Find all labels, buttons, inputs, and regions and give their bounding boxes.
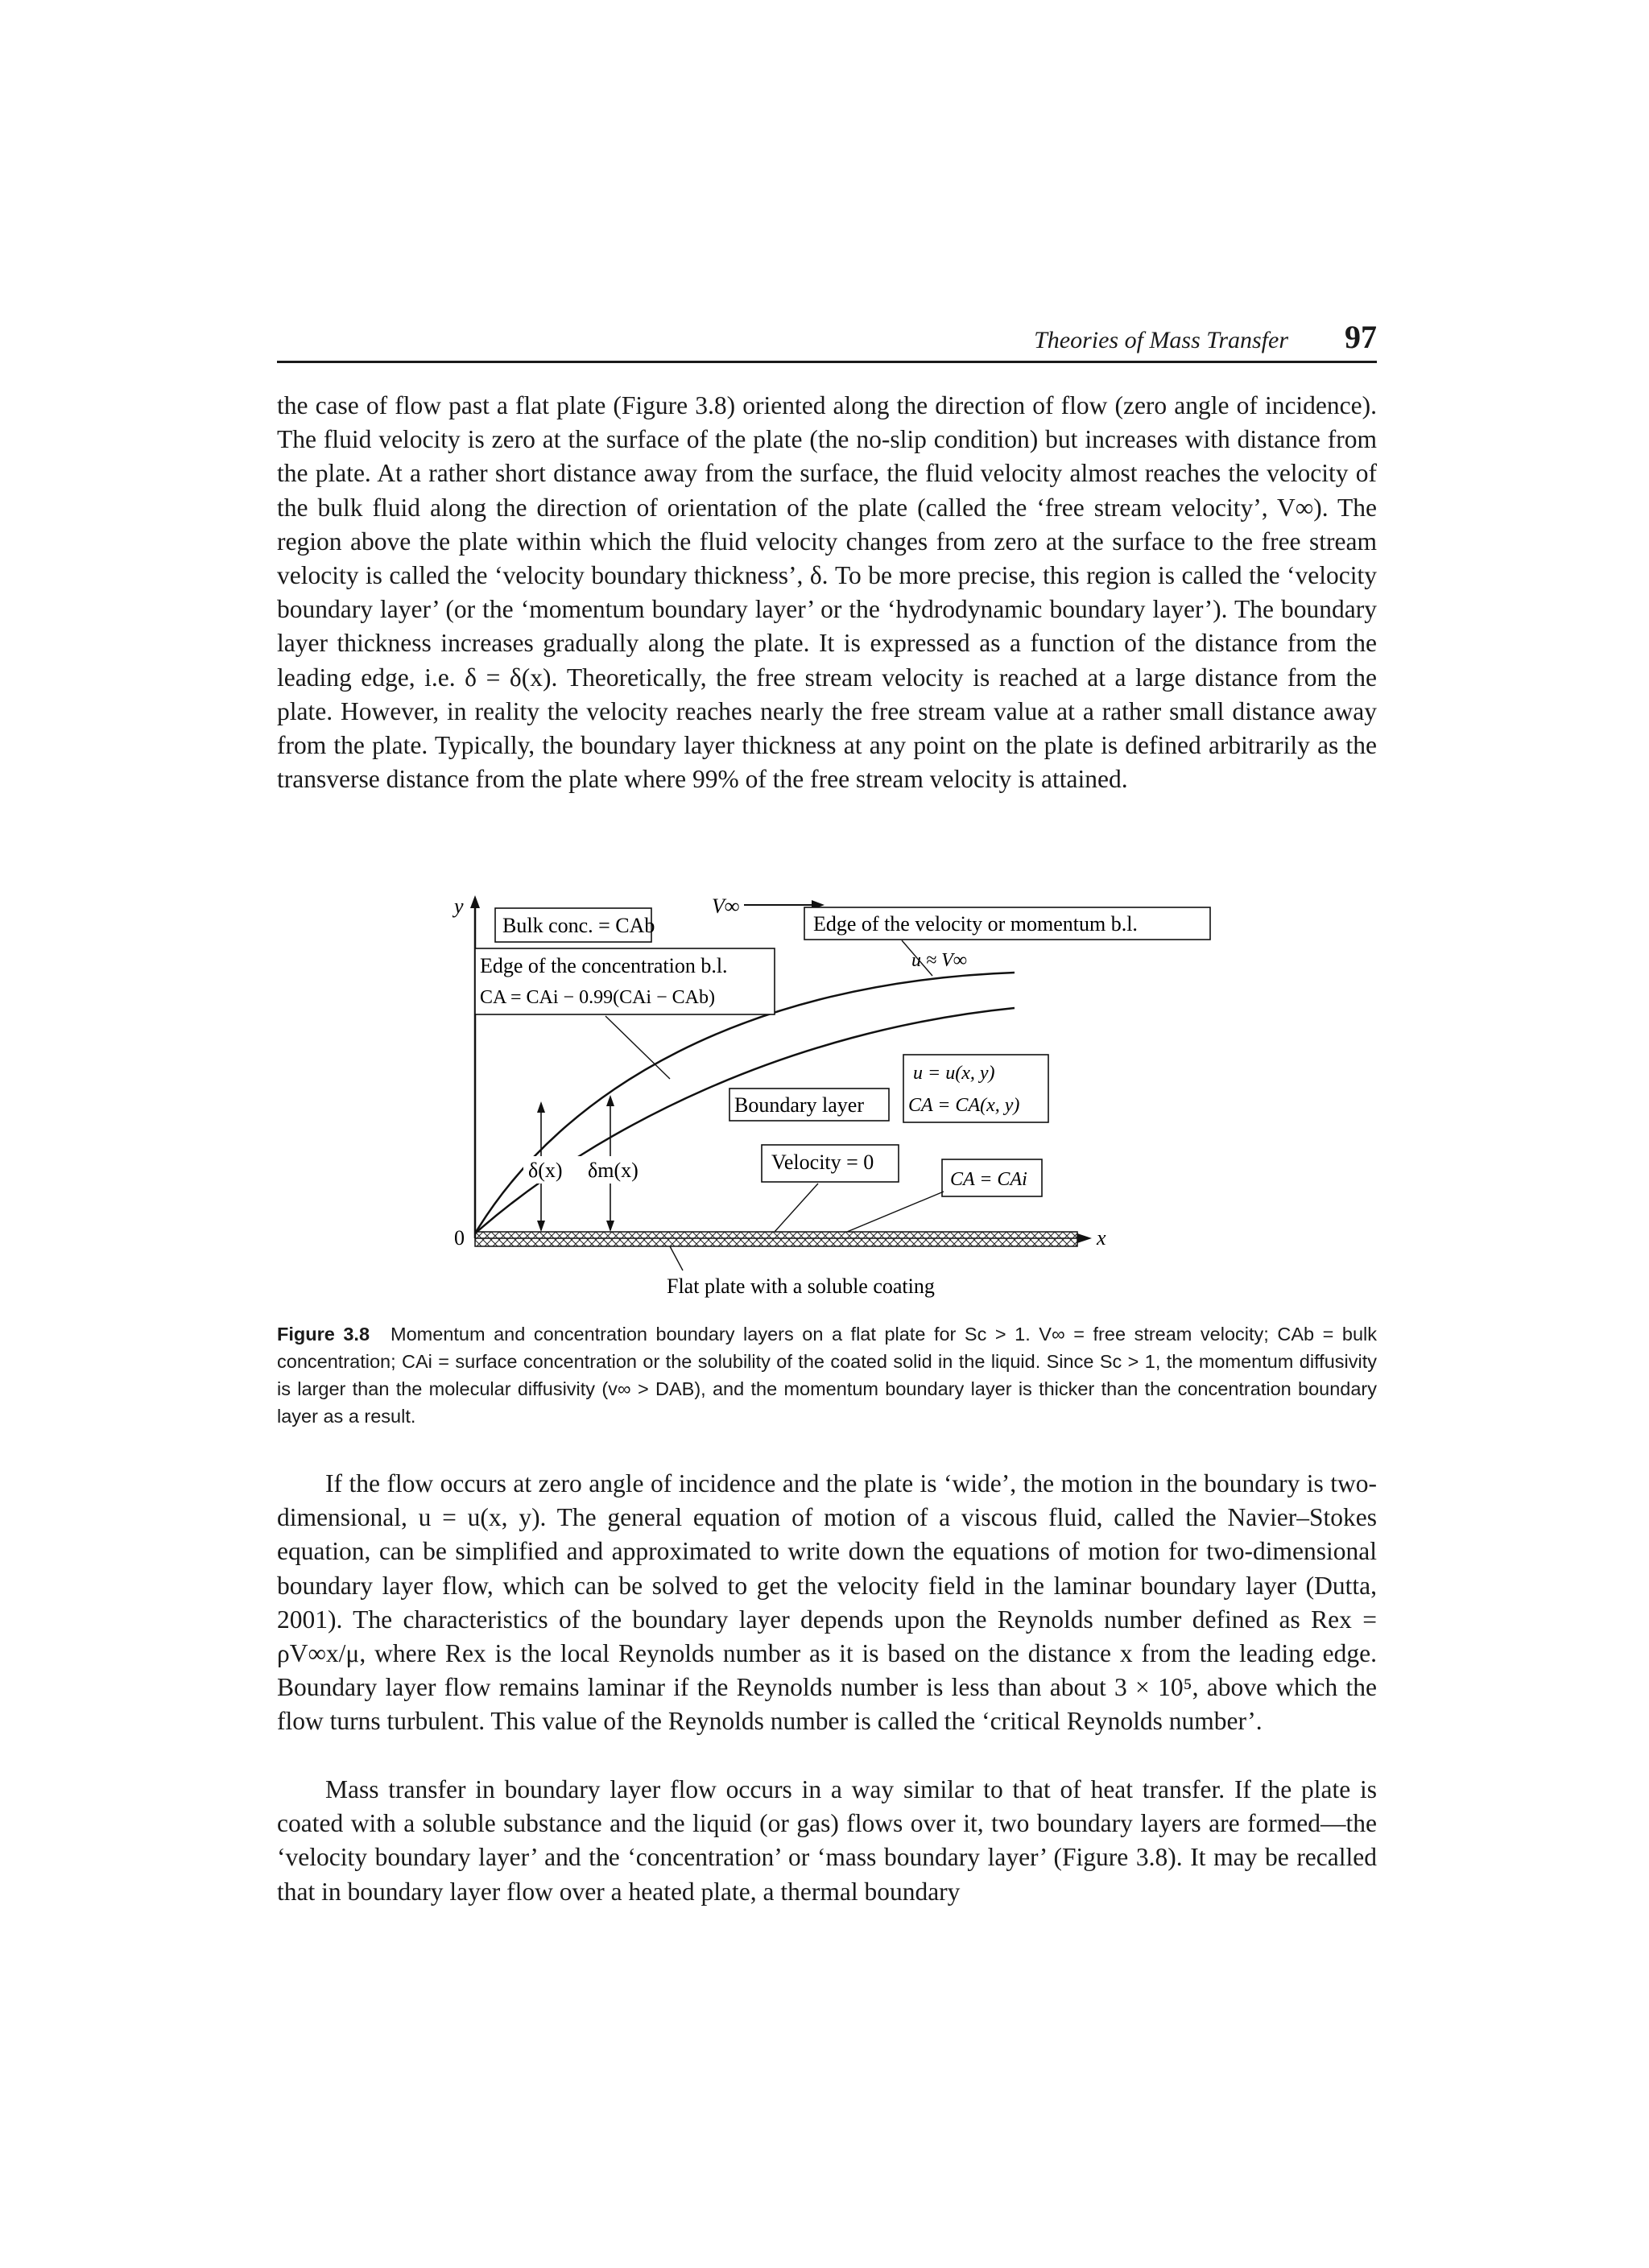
delta-label: δ(x) [528,1159,563,1182]
x-axis-label: x [1097,1226,1106,1250]
figure-caption [277,1320,1377,1430]
delta-arrow-top [537,1101,545,1113]
body-paragraph-2: If the flow occurs at zero angle of incidence and the plate is ‘wide’, the motion in the boundary is two-dimensional, u = u(x, y). The general equation of motion of a viscous fluid, called the Navier–Stokes equation, can be simplified and approximated to write down the equations of motion for two-dimensional boundary layer flow, which can be solved to get the velocity field in the laminar boundary layer (Dutta, 2001). The characteristics of the boundary layer depends upon the Reynolds number defined as Rex = ρV∞x/μ, where Rex is the local Reynolds number as it is based on the distance x from the leading edge. Boundary layer flow remains laminar if the Reynolds number is less than about 3 × 10⁵, above which the flow turns turbulent. This value of the Reynolds number is called the ‘critical Reynolds number’. [277,1469,1377,1736]
boundary-layer-diagram [427,886,1240,1304]
velocity-zero-label: Velocity = 0 [771,1151,874,1174]
edge-velocity-label: Edge of the velocity or momentum b.l. [813,912,1138,936]
body-paragraph-3: Mass transfer in boundary layer flow occurs in a way similar to that of heat transfer. If the plate is coated with a soluble substance and the liquid (or gas) flows over it, two boundary layers are formed—the ‘velocity boundary layer’ and the ‘concentration’ or ‘mass boundary layer’ (Figure 3.8). It may be recalled that in boundary layer flow over a heated plate, a thermal boundary [277,1775,1377,1906]
caption-text: Momentum and concentration boundary layers on a flat plate for Sc > 1. V∞ = free stream velocity; CAb = bulk concentration; CAi = surface concentration or the solubility of the coated solid in the liquid. Since Sc > 1, the momentum diffusivity is larger than the molecular diffusivity (v∞ > DAB), and the momentum boundary layer is thicker than the concentration boundary layer as a result. [277,1324,1377,1427]
figure-3-8 [427,886,1240,1304]
running-title: Theories of Mass Transfer [1034,327,1288,353]
plate-label: Flat plate with a soluble coating [667,1274,935,1298]
bulk-conc-label: Bulk conc. = CAb [502,914,655,937]
page-number: 97 [1345,319,1377,355]
y-axis-arrow [470,895,480,908]
page-header [277,316,1377,363]
delta-m-arrow-top [606,1095,614,1106]
delta-m-arrow-bottom [606,1221,614,1232]
leader-edge-conc [605,1016,670,1079]
leader-ca-surface [847,1192,944,1232]
edge-conc-label-2: CA = CAi − 0.99(CAi − CAb) [480,987,715,1008]
boundary-layer-label: Boundary layer [734,1093,865,1117]
ca-surface-label: CA = CAi [950,1169,1027,1190]
body-paragraph-1: the case of flow past a flat plate (Figure 3.8) oriented along the direction of flow (zero angle of incidence). The fluid velocity is zero at the surface of the plate (the no-slip condition) but increases with distance from the plate. At a rather short distance away from the surface, the fluid velocity almost reaches the velocity of the bulk fluid along the direction of orientation of the plate (called the ‘free stream velocity’, V∞). The region above the plate within which the fluid velocity changes from zero at the surface to the free stream velocity is called the ‘velocity boundary thickness’, δ. To be more precise, this region is called the ‘velocity boundary layer’ (or the ‘momentum boundary layer’ or the ‘hydrodynamic boundary layer’). The boundary layer thickness increases gradually along the plate. It is expressed as a function of the distance from the leading edge, i.e. δ = δ(x). Theoretically, the free stream velocity is reached at a large distance from the plate. However, in reality the velocity reaches nearly the free stream value at a rather small distance away from the plate. Typically, the boundary layer thickness at any point on the plate is defined arbitrarily as the transverse distance from the plate where 99% of the free stream velocity is attained. [277,391,1377,794]
delta-arrow-bottom [537,1221,545,1232]
v-inf-label: V∞ [712,894,740,918]
leader-velocity-zero [775,1184,818,1232]
x-axis-arrow [1077,1233,1092,1243]
delta-m-label: δm(x) [588,1159,639,1182]
origin-label: 0 [454,1226,465,1250]
caption-label: Figure 3.8 [277,1324,370,1345]
u-field-label: u = u(x, y) [913,1063,995,1084]
ca-field-label: CA = CA(x, y) [908,1095,1020,1116]
u-approx-label: u ≈ V∞ [911,950,967,971]
flat-plate [475,1232,1077,1246]
leader-plate [670,1246,683,1270]
edge-conc-label-1: Edge of the concentration b.l. [480,954,728,977]
y-axis-label: y [454,894,464,918]
